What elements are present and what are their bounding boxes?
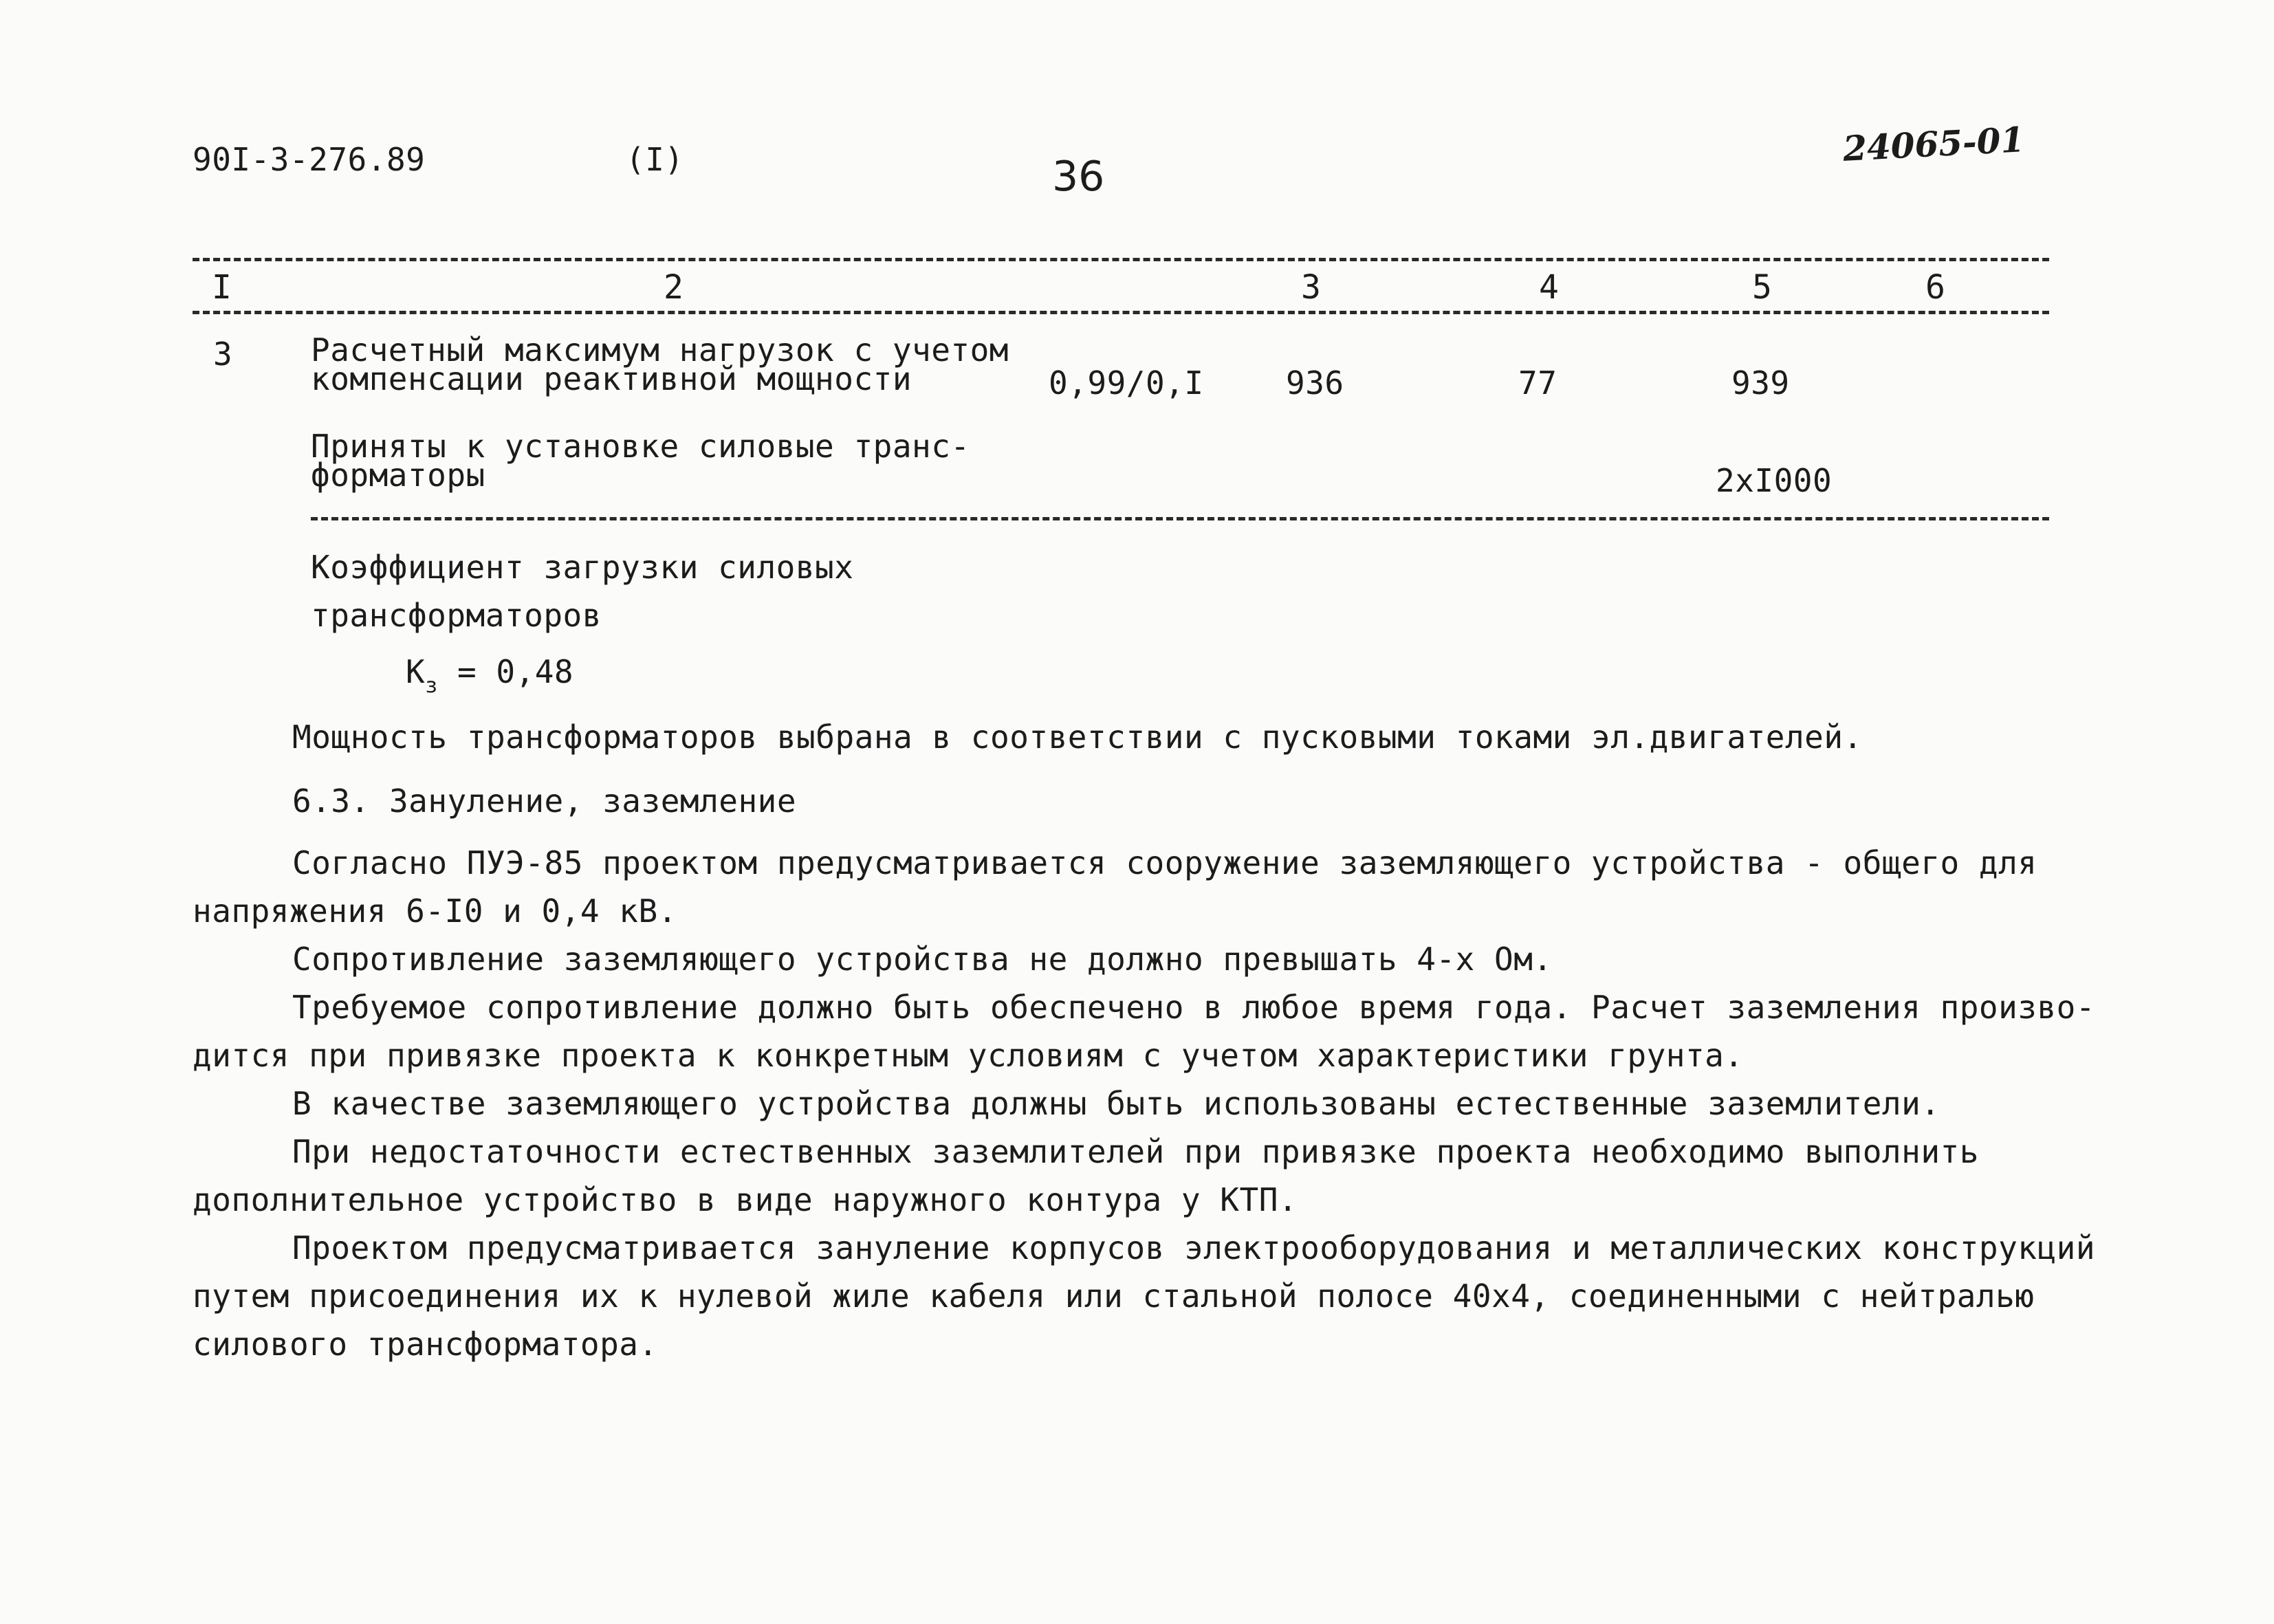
column-header-1: I: [212, 268, 232, 307]
paragraph-2: Сопротивление заземляющего устройства не должно превышать 4-х Ом.: [292, 941, 1553, 978]
row-3-col6: 939: [1731, 364, 1790, 402]
load-factor-line-1: Коэффициент загрузки силовых: [311, 549, 854, 586]
row-transformers-line-1: Приняты к установке силовые транс-: [311, 428, 970, 465]
row-transformers-col6: 2хI000: [1716, 462, 1833, 499]
row-3-col5: 77: [1518, 364, 1557, 402]
table-bottom-rule: [311, 517, 2049, 520]
paragraph-1-line-1: Согласно ПУЭ-85 проектом предусматривается сооружение заземляющего устройства - общего для: [292, 844, 2037, 881]
table-header-rule: [193, 311, 2049, 314]
load-factor-symbol: К: [406, 653, 426, 690]
row-3-col3: 0,99/0,I: [1049, 364, 1204, 402]
column-header-6: 6: [1925, 268, 1946, 307]
paragraph-3-line-2: дится при привязке проекта к конкретным условиям с учетом характеристики грунта.: [193, 1037, 1744, 1074]
section-heading: 6.3. Зануление, заземление: [292, 782, 797, 820]
body-text: [0, 844, 2274, 1532]
paragraph-5-line-2: дополнительное устройство в виде наружного контура у КТП.: [193, 1181, 1298, 1218]
row-number: 3: [213, 336, 233, 373]
column-header-5: 5: [1752, 268, 1773, 307]
table-top-rule: [193, 258, 2049, 261]
load-factor-value: = 0,48: [437, 653, 574, 690]
row-transformers-name: [311, 428, 970, 494]
paragraph-6-line-2: путем присоединения их к нулевой жиле кабеля или стальной полосе 40х4, соединенными с нейтралью: [193, 1277, 2035, 1315]
load-factor-label: [311, 543, 853, 639]
paragraph-5-line-1: При недостаточности естественных заземлителей при привязке проекта необходимо выполнить: [292, 1133, 1979, 1170]
load-factor-line-2: трансформаторов: [311, 597, 602, 634]
paragraph-3-line-1: Требуемое сопротивление должно быть обеспечено в любое время года. Расчет заземления произво-: [292, 989, 2096, 1026]
page-number: 36: [1052, 153, 1105, 201]
column-header-3: 3: [1301, 268, 1322, 307]
document-code: 90I-3-276.89: [193, 141, 426, 178]
row-transformers-line-2: форматоры: [311, 457, 485, 494]
paragraph-6-line-1: Проектом предусматривается зануление корпусов электрооборудования и металлических конструкций: [292, 1229, 2096, 1266]
handwritten-stamp: 24065-01: [1841, 119, 2026, 169]
paragraph-transformer-power: Мощность трансформаторов выбрана в соответствии с пусковыми токами эл.двигателей.: [292, 718, 1863, 756]
load-factor-equation: [406, 653, 574, 698]
paragraph-6-line-3: силового трансформатора.: [193, 1326, 658, 1363]
row-3-col4: 936: [1286, 364, 1344, 402]
row-3-name-line-2: компенсации реактивной мощности: [311, 360, 912, 397]
document-part: (I): [626, 141, 684, 178]
row-3-name-line-1: Расчетный максимум нагрузок с учетом: [311, 331, 1009, 369]
paragraph-4: В качестве заземляющего устройства должны быть использованы естественные заземлители.: [292, 1085, 1940, 1122]
row-3-name: [311, 331, 1009, 397]
load-factor-subscript: з: [425, 674, 438, 698]
column-header-4: 4: [1539, 268, 1560, 307]
column-header-2: 2: [664, 268, 684, 307]
paragraph-1-line-2: напряжения 6-I0 и 0,4 кВ.: [193, 892, 677, 930]
